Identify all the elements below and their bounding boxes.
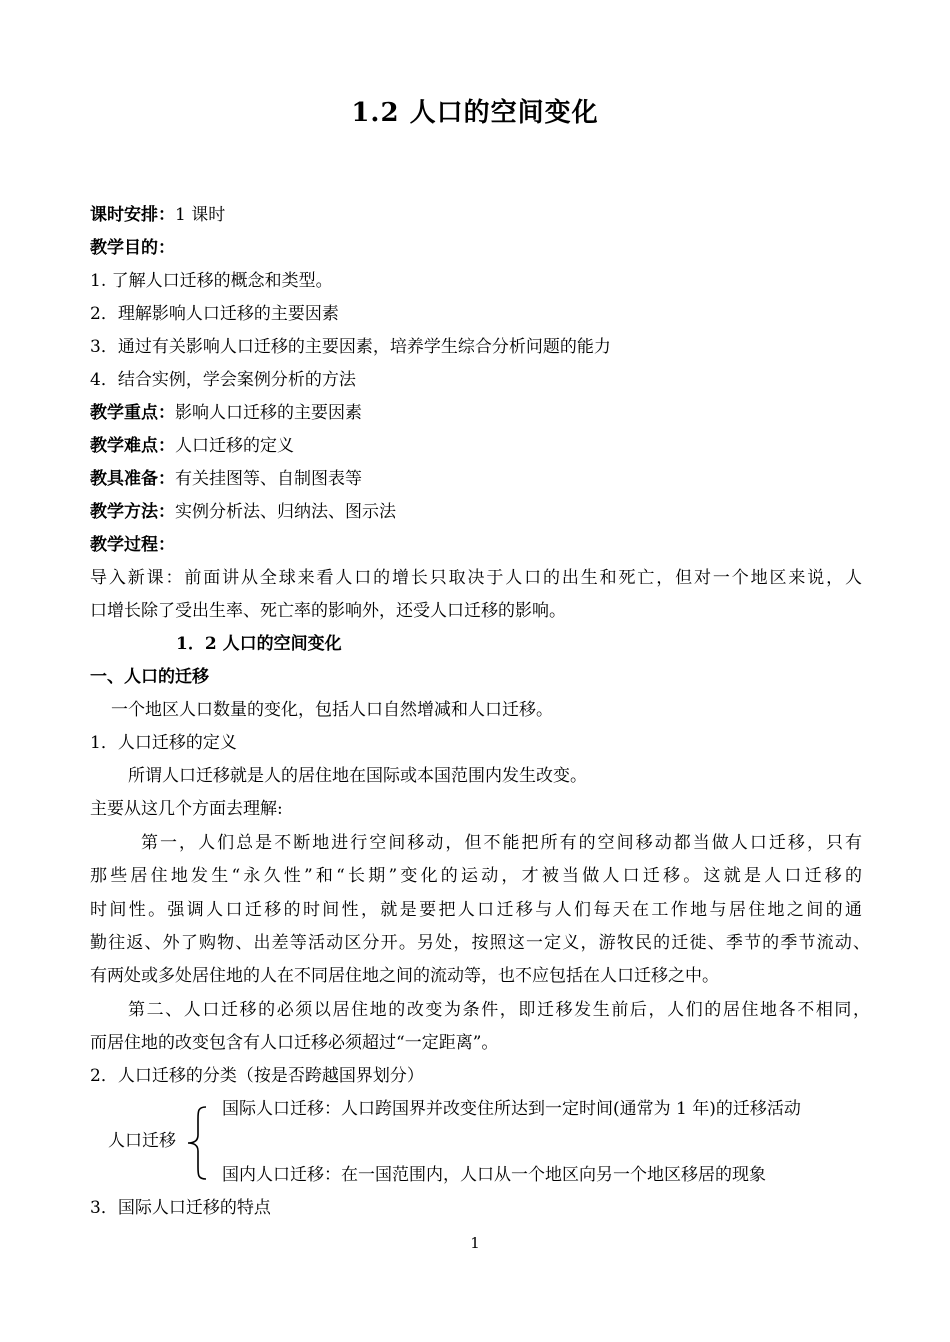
difficulty-value: 人口迁移的定义 (175, 436, 294, 456)
materials-line (90, 467, 362, 491)
features-heading: 3．国际人口迁移的特点 (90, 1198, 271, 1218)
section-subtitle: 1．2 人口的空间变化 (176, 634, 342, 654)
point2-line-2: 而居住地的改变包含有人口迁移必须超过“一定距离”。 (90, 1033, 499, 1053)
methods-label: 教学方法： (90, 502, 175, 522)
schedule-line (90, 203, 225, 227)
class-international: 国际人口迁移：人口跨国界并改变住所达到一定时间(通常为 1 年)的迁移活动 (222, 1099, 801, 1119)
objective-item-2: 2．理解影响人口迁移的主要因素 (90, 304, 339, 324)
key-point-label: 教学重点： (90, 403, 175, 423)
difficulty-label: 教学难点： (90, 436, 175, 456)
objective-item-4: 4．结合实例，学会案例分析的方法 (90, 370, 356, 390)
objectives-label: 教学目的： (90, 238, 175, 258)
intro-line-2: 口增长除了受出生率、死亡率的影响外，还受人口迁移的影响。 (90, 601, 566, 621)
class-domestic: 国内人口迁移：在一国范围内，人口从一个地区向另一个地区移居的现象 (222, 1165, 766, 1185)
definition-heading: 1．人口迁移的定义 (90, 733, 237, 753)
methods-line (90, 500, 396, 524)
page-number: 1 (470, 1234, 480, 1252)
difficulty-line (90, 434, 294, 458)
point1-line-1: 第一，人们总是不断地进行空间移动，但不能把所有的空间移动都当做人口迁移，只有 (141, 833, 862, 853)
objective-item-1: 1. 了解人口迁移的概念和类型。 (90, 271, 333, 291)
section-heading: 一、人口的迁移 (90, 667, 209, 687)
point1-line-3: 时间性。强调人口迁移的时间性，就是要把人口迁移与人们每天在工作地与居住地之间的通 (90, 900, 862, 920)
class-root: 人口迁移 (108, 1131, 176, 1151)
key-point-value: 影响人口迁移的主要因素 (175, 403, 362, 423)
methods-value: 实例分析法、归纳法、图示法 (175, 502, 396, 522)
understanding-intro: 主要从这几个方面去理解: (90, 799, 283, 819)
point1-line-5: 有两处或多处居住地的人在不同居住地之间的流动等，也不应包括在人口迁移之中。 (90, 966, 719, 986)
schedule-value: 1 课时 (175, 205, 226, 225)
definition-text: 所谓人口迁移就是人的居住地在国际或本国范围内发生改变。 (128, 766, 587, 786)
schedule-label: 课时安排： (90, 205, 175, 225)
point1-line-2: 那些居住地发生“永久性”和“长期”变化的运动，才被当做人口迁移。这就是人口迁移的 (90, 866, 862, 886)
point1-line-4: 勤往返、外了购物、出差等活动区分开。另处，按照这一定义，游牧民的迁徙、季节的季节流动、 (90, 933, 870, 953)
materials-label: 教具准备： (90, 469, 175, 489)
page-title: 1.2 人口的空间变化 (351, 98, 599, 128)
key-point-line (90, 401, 362, 425)
materials-value: 有关挂图等、自制图表等 (175, 469, 362, 489)
point2-line-1: 第二、人口迁移的必须以居住地的改变为条件，即迁移发生前后，人们的居住地各不相同， (128, 1000, 870, 1020)
section-intro: 一个地区人口数量的变化，包括人口自然增减和人口迁移。 (111, 700, 553, 720)
intro-line-1: 导入新课：前面讲从全球来看人口的增长只取决于人口的出生和死亡，但对一个地区来说，人 (90, 568, 862, 588)
classification-heading: 2．人口迁移的分类（按是否跨越国界划分） (90, 1066, 424, 1086)
objective-item-3: 3．通过有关影响人口迁移的主要因素，培养学生综合分析问题的能力 (90, 337, 611, 357)
process-label: 教学过程： (90, 535, 175, 555)
curly-brace-icon (186, 1105, 210, 1181)
